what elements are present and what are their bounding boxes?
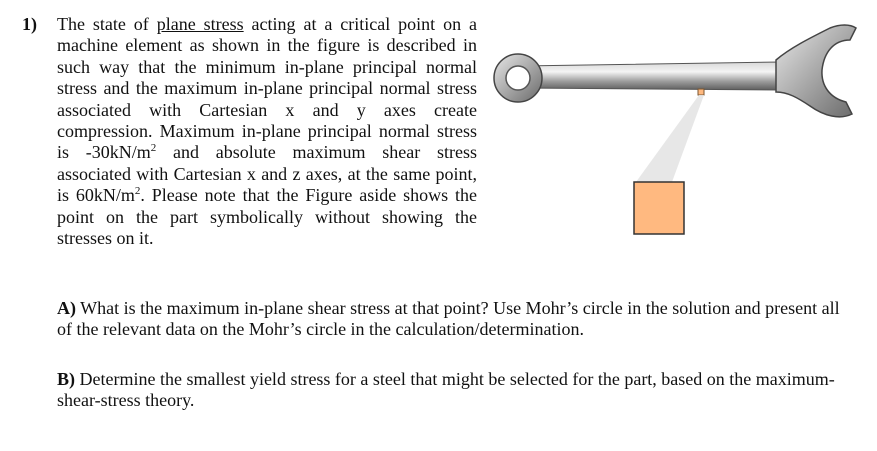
question-a <box>57 298 847 341</box>
question-a-label: A) <box>57 298 76 318</box>
wrench-illustration <box>480 18 860 248</box>
wrench-open-end <box>776 25 856 117</box>
question-a-text: What is the maximum in-plane shear stress at that point? Use Mohr’s circle in the solution and present all of the relevant data on the Mohr’s circle in the calculation/determination. <box>57 298 840 340</box>
plane-stress-term: plane stress <box>156 14 244 34</box>
wrench-shaft <box>520 62 780 90</box>
intro-text-1: The state of <box>57 14 157 34</box>
stress-element-square <box>634 182 684 234</box>
question-b-text: Determine the smallest yield stress for a steel that might be selected for the part, based on the maximum-shear-stress theory. <box>57 369 835 411</box>
wrench-figure <box>480 18 860 248</box>
leader-band <box>636 95 704 182</box>
intro-text-4: . Please note that the Figure aside shows the point on the part symbolically without showing the stresses on it. <box>57 185 477 249</box>
problem-statement <box>57 14 477 249</box>
question-b-label: B) <box>57 369 75 389</box>
intro-text-3: and absolute maximum shear stress associated with Cartesian x and z axes, at the same point, is 60kN/m <box>57 142 477 206</box>
unit-superscript-2: 2 <box>134 185 141 198</box>
critical-point-marker <box>698 89 704 95</box>
problem-number: 1) <box>22 14 37 34</box>
unit-superscript-1: 2 <box>150 142 157 155</box>
intro-text-2: acting at a critical point on a machine element as shown in the figure is described in such way that the minimum in-plane principal normal stress and the maximum in-plane principal normal stress associated with Cartesian x and y axes create compression. Maximum in-plane principal normal stress is -30kN/m <box>57 14 478 163</box>
question-b <box>57 369 847 412</box>
